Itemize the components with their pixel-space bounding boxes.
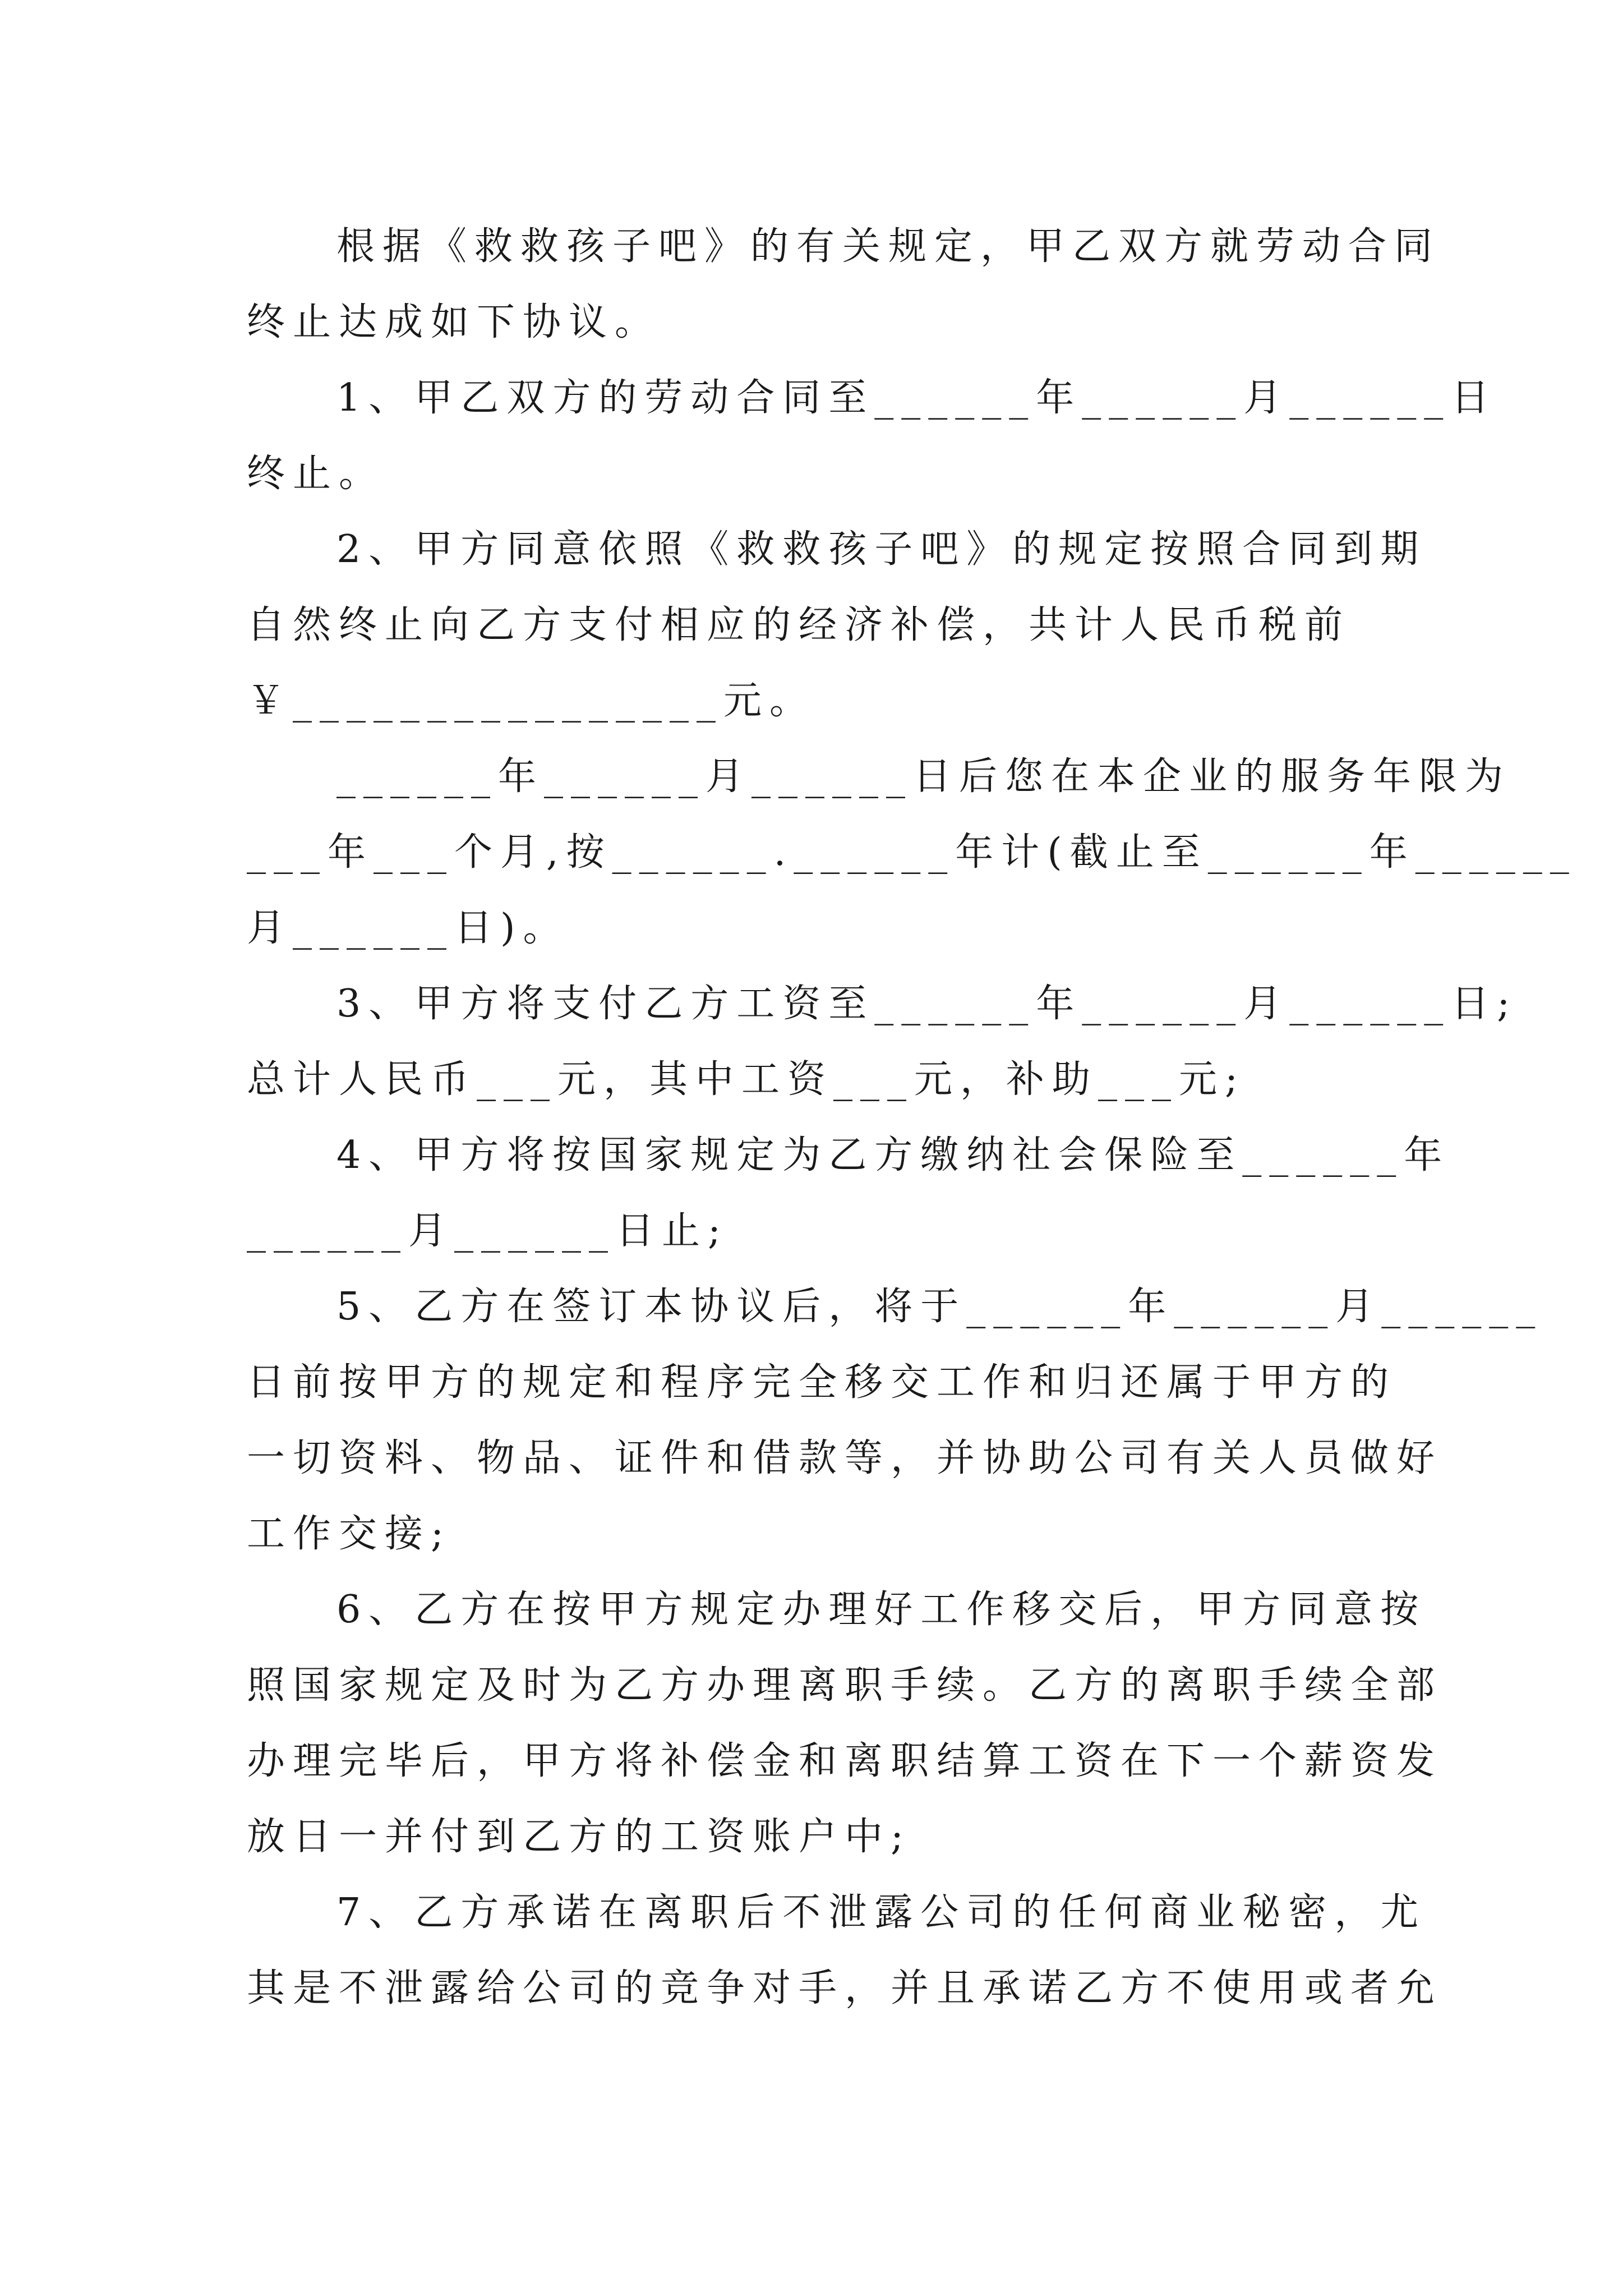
clause-5-line-1: 5、乙方在签订本协议后，将于______年______月______ xyxy=(336,1285,1543,1329)
clause-2-line-1: 2、甲方同意依照《救救孩子吧》的规定按照合同到期 xyxy=(336,527,1427,572)
paragraph-intro-line-2: 终止达成如下协议。 xyxy=(247,300,661,344)
clause-5-line-2: 日前按甲方的规定和程序完全移交工作和归还属于甲方的 xyxy=(247,1360,1397,1405)
clause-6-line-1: 6、乙方在按甲方规定办理好工作移交后，甲方同意按 xyxy=(336,1588,1427,1632)
clause-3-line-1: 3、甲方将支付乙方工资至______年______月______日; xyxy=(336,982,1518,1026)
clause-4-line-1: 4、甲方将按国家规定为乙方缴纳社会保险至______年 xyxy=(336,1133,1450,1177)
clause-6-line-3: 办理完毕后，甲方将补偿金和离职结算工资在下一个薪资发 xyxy=(247,1739,1443,1783)
paragraph-intro-line-1: 根据《救救孩子吧》的有关规定，甲乙双方就劳动合同 xyxy=(336,224,1441,269)
clause-4-line-2: ______月______日止; xyxy=(247,1209,728,1253)
clause-1-line-1: 1、甲乙双方的劳动合同至______年______月______日 xyxy=(336,376,1497,420)
clause-5-line-3: 一切资料、物品、证件和借款等，并协助公司有关人员做好 xyxy=(247,1436,1443,1480)
service-years-line-2: ___年___个月,按______.______年计(截止至______年______ xyxy=(247,830,1577,875)
clause-6-line-4: 放日一并付到乙方的工资账户中; xyxy=(247,1815,911,1859)
clause-7-line-1: 7、乙方承诺在离职后不泄露公司的任何商业秘密，尤 xyxy=(336,1890,1427,1935)
clause-2-line-3: ￥________________元。 xyxy=(247,679,816,723)
clause-3-line-2: 总计人民币___元，其中工资___元，补助___元; xyxy=(247,1057,1246,1102)
clause-2-line-2: 自然终止向乙方支付相应的经济补偿，共计人民币税前 xyxy=(247,603,1351,647)
clause-6-line-2: 照国家规定及时为乙方办理离职手续。乙方的离职手续全部 xyxy=(247,1663,1443,1708)
clause-7-line-2: 其是不泄露给公司的竞争对手，并且承诺乙方不使用或者允 xyxy=(247,1966,1443,2010)
service-years-line-3: 月______日)。 xyxy=(247,906,569,950)
clause-5-line-4: 工作交接; xyxy=(247,1512,451,1556)
clause-1-line-2: 终止。 xyxy=(247,452,385,496)
service-years-line-1: ______年______月______日后您在本企业的服务年限为 xyxy=(336,754,1511,799)
